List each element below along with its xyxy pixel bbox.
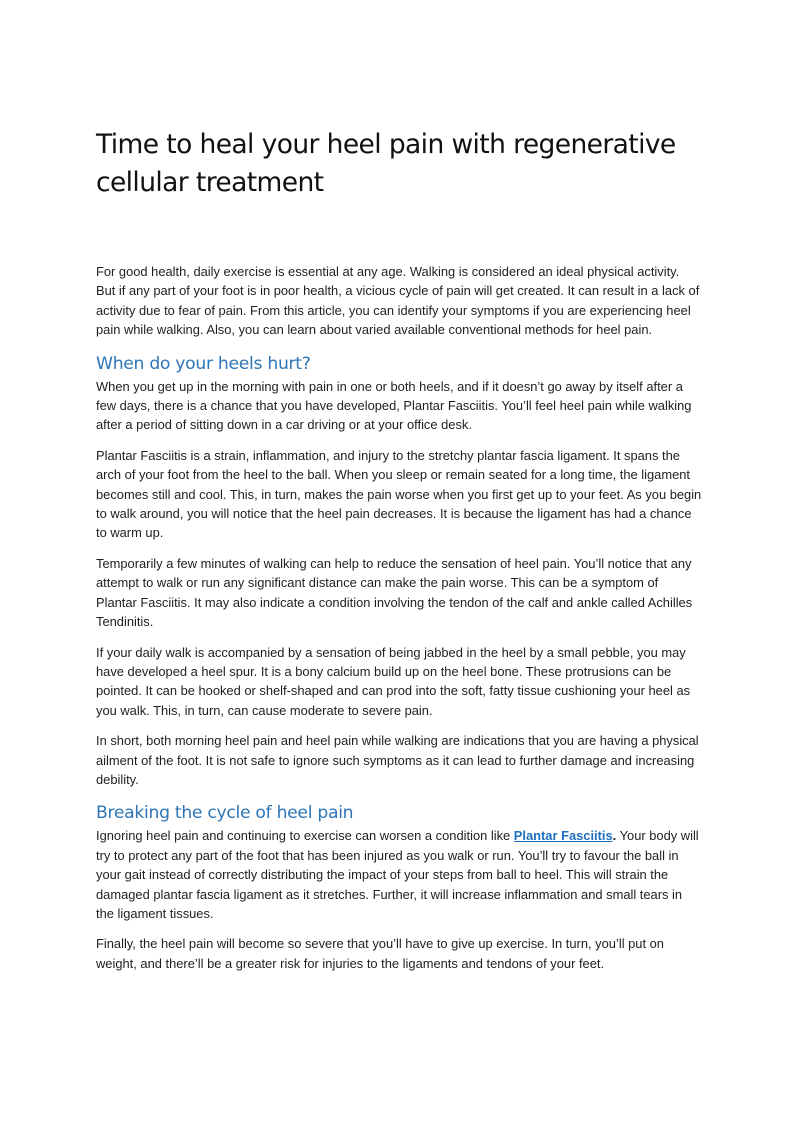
plantar-fasciitis-link[interactable]: Plantar Fasciitis [513, 828, 613, 844]
section2-p1-bold-period: . [612, 828, 617, 844]
section1-paragraph-2: Plantar Fasciitis is a strain, inflammation, and injury to the stretchy plantar fascia ligament. It spans the arch of your foot from the heel to the ball. When you sleep or remain seated for a long time, the ligament becomes still and cool. This, in turn, makes the pain worse when you first get up to your feet. As you begin to walk around, you will notice that the heel pain decreases. It is because the ligament has had a chance to warm up. [96, 447, 702, 541]
section2-paragraph-2: Finally, the heel pain will become so severe that you’ll have to give up exercise. In turn, you’ll put on weight, and there’ll be a greater risk for injuries to the ligaments and tendons of your feet. [96, 936, 664, 971]
section1-paragraph-1: When you get up in the morning with pain in one or both heels, and if it doesn’t go away by itself after a few days, there is a chance that you have developed, Plantar Fasciitis. You’ll feel heel pain while walking after a period of sitting down in a car driving or at your office desk. [96, 378, 692, 433]
section1-paragraph-5: In short, both morning heel pain and heel pain while walking are indications that you are having a physical ailment of the foot. It is not safe to ignore such symptoms as it can lead to further damage and increasing debility. [96, 733, 699, 787]
section2-p1-text-before: Ignoring heel pain and continuing to exercise can worsen a condition like [96, 828, 514, 844]
intro-paragraph: For good health, daily exercise is essential at any age. Walking is considered an ideal physical activity. But if any part of your foot is in poor health, a vicious cycle of pain will get created. It can result in a lack of activity due to fear of pain. From this article, you can identify your symptoms if you are experiencing heel pain while walking. Also, you can learn about varied available conventional methods for heel pain. [96, 264, 700, 338]
section-heading-breaking-cycle: Breaking the cycle of heel pain [96, 803, 354, 824]
section-heading-when-heels-hurt: When do your heels hurt? [96, 353, 311, 374]
page-title: Time to heal your heel pain with regenerative cellular treatment [96, 129, 676, 198]
section2-paragraph-1 [96, 826, 702, 923]
section1-paragraph-4: If your daily walk is accompanied by a sensation of being jabbed in the heel by a small pebble, you may have developed a heel spur. It is a bony calcium build up on the heel bone. These protrusions can be pointed. It can be hooked or shelf-shaped and can prod into the soft, fatty tissue cushioning your heel as you walk. This, in turn, can cause moderate to severe pain. [96, 644, 691, 718]
article-body [96, 262, 702, 984]
section2-p1-text-after: Your body will try to protect any part of the foot that has been injured as you walk or run. You’ll try to favour the ball in your gait instead of correctly distributing the impact of your steps from ball to heel. This will strain the damaged plantar fascia ligament as it stretches. Further, it will increase inflammation and small tears in the ligament tissues. [96, 828, 699, 921]
section1-paragraph-3: Temporarily a few minutes of walking can help to reduce the sensation of heel pain. You’ll notice that any attempt to walk or run any significant distance can make the pain worse. This can be a symptom of Plantar Fasciitis. It may also indicate a condition involving the tendon of the calf and ankle called Achilles Tendinitis. [96, 555, 693, 630]
